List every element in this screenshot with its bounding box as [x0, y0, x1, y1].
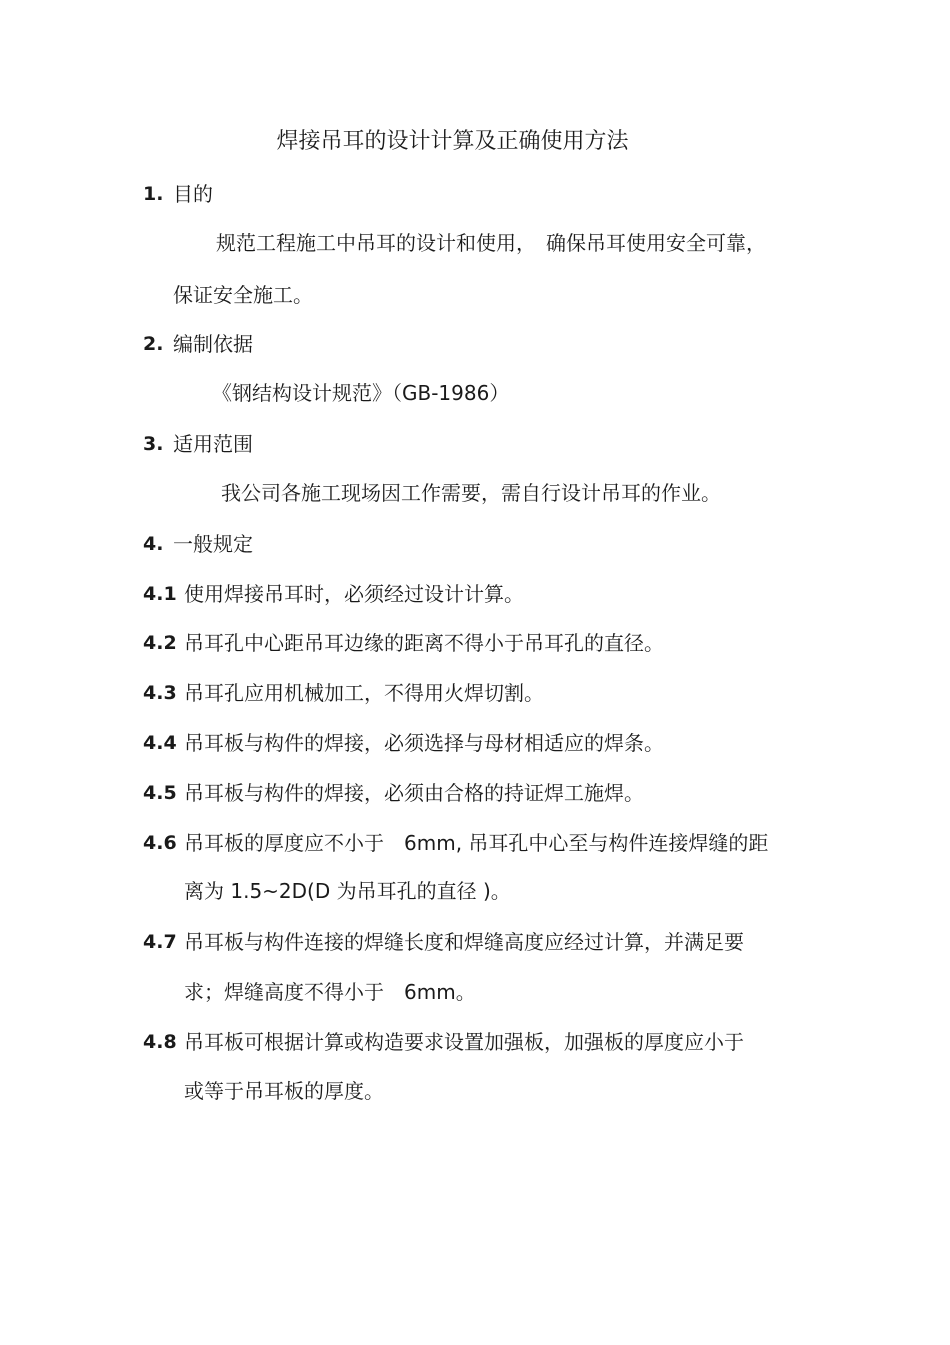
- rule-4-1-number: 4.1: [143, 583, 177, 605]
- rule-4-6-number: 4.6: [143, 832, 177, 854]
- section-2-body-line-1: 《钢结构设计规范》（GB-1986）: [212, 381, 510, 405]
- rule-4-7-text-line-2: 求；焊缝高度不得小于 6mm。: [184, 980, 476, 1004]
- rule-4-7-number: 4.7: [143, 931, 177, 953]
- section-4-number: 4.: [143, 533, 164, 555]
- section-3-body-line-1: 我公司各施工现场因工作需要，需自行设计吊耳的作业。: [221, 481, 721, 505]
- rule-4-1-text: 使用焊接吊耳时，必须经过设计计算。: [184, 582, 524, 606]
- section-1-body-line-1: 规范工程施工中吊耳的设计和使用， 确保吊耳使用安全可靠，: [216, 231, 766, 255]
- rule-4-6-text-line-1: 吊耳板的厚度应不小于 6mm, 吊耳孔中心至与构件连接焊缝的距: [184, 831, 769, 855]
- rule-4-5-number: 4.5: [143, 782, 177, 804]
- section-3-number: 3.: [143, 433, 164, 455]
- rule-4-7-text-line-1: 吊耳板与构件连接的焊缝长度和焊缝高度应经过计算，并满足要: [184, 930, 744, 954]
- rule-4-6-text-line-2: 离为 1.5~2D(D 为吊耳孔的直径 )。: [184, 879, 511, 903]
- section-1-heading: 目的: [173, 182, 213, 206]
- rule-4-3-text: 吊耳孔应用机械加工，不得用火焊切割。: [184, 681, 544, 705]
- rule-4-2-text: 吊耳孔中心距吊耳边缘的距离不得小于吊耳孔的直径。: [184, 631, 664, 655]
- rule-4-3-number: 4.3: [143, 682, 177, 704]
- rule-4-8-text-line-2: 或等于吊耳板的厚度。: [184, 1079, 384, 1103]
- section-3-heading: 适用范围: [173, 432, 253, 456]
- rule-4-2-number: 4.2: [143, 632, 177, 654]
- rule-4-8-number: 4.8: [143, 1031, 177, 1053]
- section-2-number: 2.: [143, 333, 164, 355]
- section-4-heading: 一般规定: [173, 532, 253, 556]
- section-1-body-line-2: 保证安全施工。: [173, 283, 313, 307]
- section-1-number: 1.: [143, 183, 164, 205]
- document-title: 焊接吊耳的设计计算及正确使用方法: [276, 129, 629, 154]
- rule-4-5-text: 吊耳板与构件的焊接，必须由合格的持证焊工施焊。: [184, 781, 644, 805]
- section-2-heading: 编制依据: [173, 332, 253, 356]
- rule-4-8-text-line-1: 吊耳板可根据计算或构造要求设置加强板，加强板的厚度应小于: [184, 1030, 744, 1054]
- rule-4-4-text: 吊耳板与构件的焊接，必须选择与母材相适应的焊条。: [184, 731, 664, 755]
- rule-4-4-number: 4.4: [143, 732, 177, 754]
